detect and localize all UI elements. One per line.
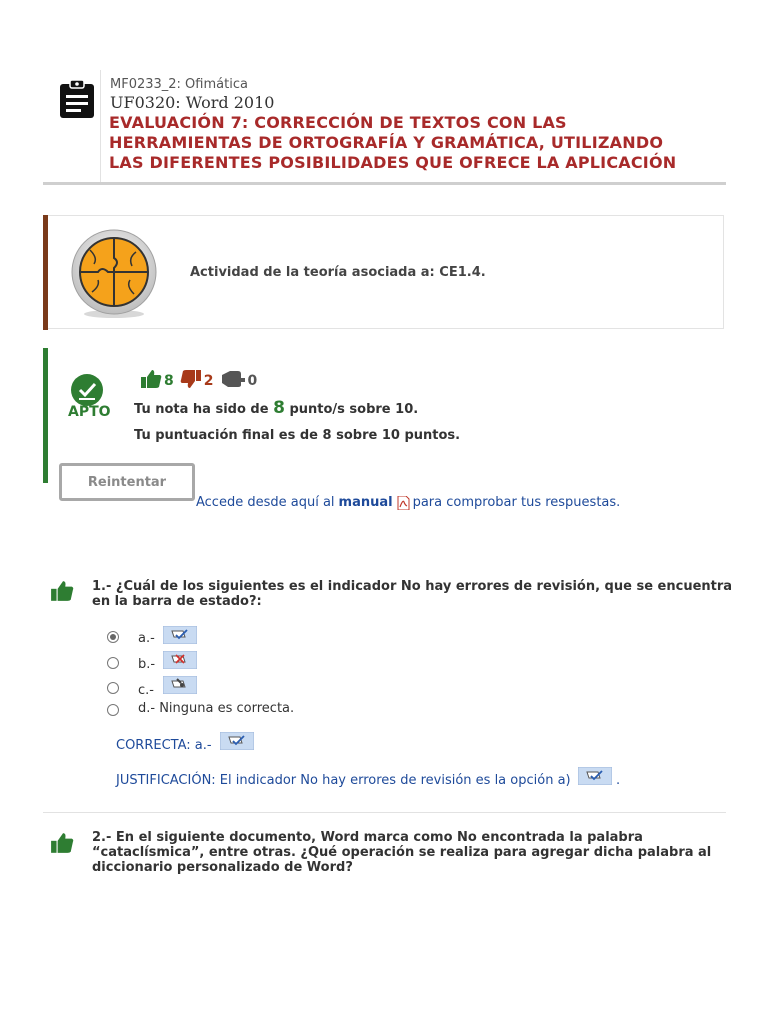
header-rule bbox=[43, 182, 726, 185]
question-line: “cataclísmica”, entre otras. ¿Qué operación se realiza para agregar dicha palabra al bbox=[92, 845, 712, 860]
thumbs-up-icon bbox=[140, 369, 162, 393]
spelling-ok-icon bbox=[578, 767, 612, 785]
grade-suffix: punto/s sobre 10. bbox=[284, 402, 419, 417]
page-title bbox=[109, 113, 739, 173]
question-1-text bbox=[92, 579, 732, 609]
blank-count: 0 bbox=[247, 373, 258, 389]
title-line: LAS DIFERENTES POSIBILIDADES QUE OFRECE LA APLICACIÓN bbox=[109, 153, 677, 172]
option-c-label: c.- bbox=[138, 683, 154, 698]
result-accent-bar bbox=[43, 348, 48, 483]
thumbs-up-icon bbox=[50, 832, 74, 856]
justification-end: . bbox=[616, 773, 621, 788]
thumbs-up-icon bbox=[50, 580, 74, 604]
justification-text: JUSTIFICACIÓN: El indicador No hay errores de revisión es la opción a) bbox=[116, 773, 571, 788]
title-line: HERRAMIENTAS DE ORTOGRAFÍA Y GRAMÁTICA, UTILIZANDO bbox=[109, 133, 664, 152]
retry-button[interactable]: Reintentar bbox=[59, 463, 195, 501]
unit-title: UF0320: Word 2010 bbox=[110, 93, 275, 112]
grade-prefix: Tu nota ha sido de bbox=[134, 402, 274, 417]
header-divider bbox=[100, 70, 101, 182]
spelling-ok-icon bbox=[220, 732, 254, 750]
option-a-radio[interactable] bbox=[107, 631, 119, 643]
grade-text bbox=[134, 398, 418, 418]
activity-accent-bar bbox=[43, 215, 48, 330]
question-separator bbox=[43, 812, 726, 813]
score-counts bbox=[140, 369, 263, 393]
manual-line bbox=[196, 495, 620, 510]
status-text: APTO bbox=[68, 404, 111, 420]
assignment-icon bbox=[58, 78, 96, 120]
question-line: 1.- ¿Cuál de los siguientes es el indicador No hay errores de revisión, que se encuentra bbox=[92, 579, 733, 594]
thumbs-sideways-icon bbox=[220, 369, 246, 393]
option-b-label: b.- bbox=[138, 657, 156, 672]
grade-value: 8 bbox=[273, 398, 285, 418]
wrong-count: 2 bbox=[203, 373, 214, 389]
option-d-radio[interactable] bbox=[107, 704, 119, 716]
correct-answer-text: CORRECTA: a.- bbox=[116, 738, 212, 753]
final-score-text: Tu puntuación final es de 8 sobre 10 puntos. bbox=[134, 428, 461, 443]
manual-prefix: Accede desde aquí al bbox=[196, 495, 335, 510]
correct-count: 8 bbox=[164, 373, 174, 389]
check-badge-icon bbox=[70, 373, 104, 407]
option-b-radio[interactable] bbox=[107, 657, 119, 669]
spelling-check-icon bbox=[163, 676, 197, 694]
manual-link[interactable]: manual bbox=[338, 495, 393, 510]
question-line: 2.- En el siguiente documento, Word marca como No encontrada la palabra bbox=[92, 830, 643, 845]
option-a-label: a.- bbox=[138, 631, 155, 646]
option-c-radio[interactable] bbox=[107, 682, 119, 694]
thumbs-down-icon bbox=[180, 369, 202, 393]
title-line: EVALUACIÓN 7: CORRECCIÓN DE TEXTOS CON LAS bbox=[109, 113, 567, 132]
spelling-error-icon bbox=[163, 651, 197, 669]
spelling-ok-icon bbox=[163, 626, 197, 644]
question-2-text bbox=[92, 830, 711, 875]
question-line: en la barra de estado?: bbox=[92, 594, 262, 609]
option-d-label: d.- Ninguna es correcta. bbox=[138, 701, 295, 716]
activity-text: Actividad de la teoría asociada a: CE1.4. bbox=[190, 265, 486, 280]
pdf-icon[interactable] bbox=[397, 496, 410, 510]
course-code: MF0233_2: Ofimática bbox=[110, 77, 248, 92]
question-line: diccionario personalizado de Word? bbox=[92, 860, 353, 875]
puzzle-icon bbox=[68, 228, 160, 320]
manual-suffix: para comprobar tus respuestas. bbox=[412, 495, 621, 510]
